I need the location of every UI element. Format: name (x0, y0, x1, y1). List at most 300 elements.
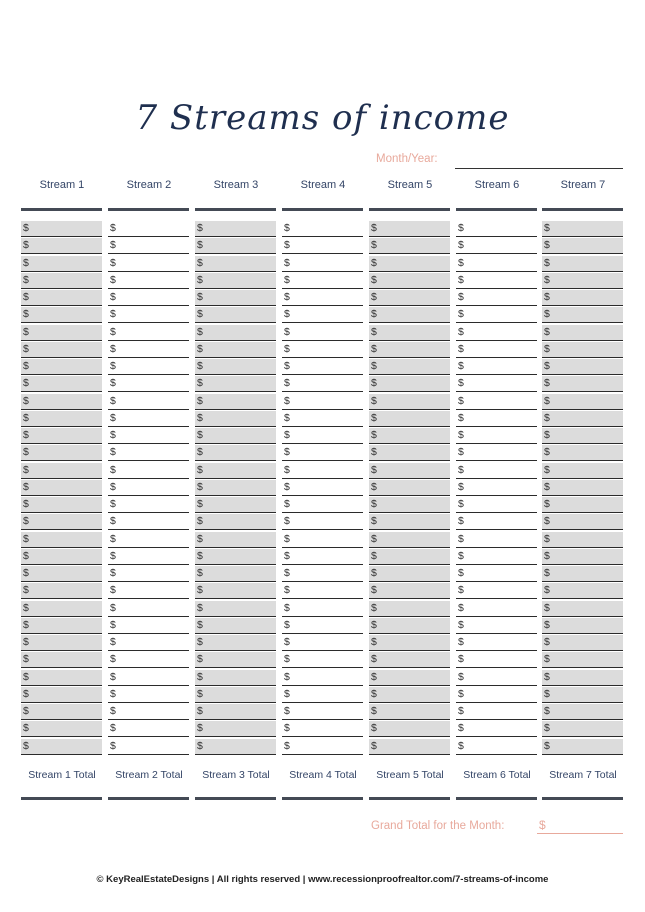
amount-cell[interactable] (195, 549, 276, 565)
amount-cell[interactable] (282, 532, 363, 548)
amount-cell[interactable] (542, 325, 623, 341)
amount-cell[interactable] (21, 325, 102, 341)
currency-symbol: $ (23, 291, 29, 303)
amount-cell[interactable] (542, 704, 623, 720)
amount-cell[interactable] (108, 238, 189, 254)
amount-cell[interactable] (108, 307, 189, 323)
currency-symbol: $ (23, 325, 29, 338)
currency-symbol: $ (371, 411, 377, 424)
amount-cell[interactable] (108, 256, 189, 272)
currency-symbol: $ (458, 222, 464, 234)
amount-cell[interactable] (456, 342, 537, 358)
amount-cell[interactable] (456, 739, 537, 755)
amount-cell[interactable] (195, 514, 276, 530)
currency-symbol: $ (458, 670, 464, 683)
amount-cell[interactable] (195, 325, 276, 341)
amount-cell[interactable] (21, 549, 102, 565)
amount-cell[interactable] (21, 428, 102, 444)
amount-cell[interactable] (369, 635, 450, 651)
currency-symbol: $ (544, 584, 550, 597)
amount-cell[interactable] (282, 670, 363, 686)
total-divider (195, 797, 276, 800)
amount-cell[interactable] (456, 497, 537, 513)
currency-symbol: $ (371, 291, 377, 303)
amount-cell[interactable] (542, 601, 623, 617)
currency-symbol: $ (544, 273, 550, 286)
amount-cell[interactable] (108, 411, 189, 427)
amount-cell[interactable] (282, 290, 363, 306)
amount-cell[interactable] (21, 445, 102, 461)
total-divider (369, 797, 450, 800)
amount-cell[interactable] (456, 532, 537, 548)
currency-symbol: $ (458, 394, 464, 407)
currency-symbol: $ (371, 342, 377, 355)
currency-symbol: $ (23, 567, 29, 579)
amount-cell[interactable] (195, 704, 276, 720)
amount-cell[interactable] (282, 704, 363, 720)
amount-cell[interactable] (195, 670, 276, 686)
amount-cell[interactable] (456, 721, 537, 737)
amount-cell[interactable] (369, 480, 450, 496)
amount-cell[interactable] (195, 463, 276, 479)
header-divider (195, 208, 276, 211)
amount-cell[interactable] (282, 463, 363, 479)
amount-cell[interactable] (542, 532, 623, 548)
amount-cell[interactable] (369, 376, 450, 392)
amount-cell[interactable] (369, 687, 450, 703)
currency-symbol: $ (110, 532, 116, 545)
amount-cell[interactable] (108, 290, 189, 306)
amount-cell[interactable] (542, 428, 623, 444)
amount-cell[interactable] (542, 359, 623, 375)
currency-symbol: $ (197, 480, 203, 493)
currency-symbol: $ (458, 515, 464, 528)
amount-cell[interactable] (369, 428, 450, 444)
amount-cell[interactable] (21, 394, 102, 410)
amount-cell[interactable] (456, 704, 537, 720)
amount-cell[interactable] (21, 566, 102, 582)
amount-cell[interactable] (108, 721, 189, 737)
amount-cell[interactable] (21, 583, 102, 599)
amount-cell[interactable] (108, 445, 189, 461)
amount-cell[interactable] (21, 670, 102, 686)
amount-cell[interactable] (108, 670, 189, 686)
amount-cell[interactable] (21, 411, 102, 427)
amount-cell[interactable] (282, 583, 363, 599)
amount-cell[interactable] (21, 290, 102, 306)
amount-cell[interactable] (542, 497, 623, 513)
amount-cell[interactable] (542, 480, 623, 496)
amount-cell[interactable] (282, 273, 363, 289)
currency-symbol: $ (284, 411, 290, 424)
amount-cell[interactable] (542, 290, 623, 306)
amount-cell[interactable] (108, 394, 189, 410)
amount-cell[interactable] (282, 411, 363, 427)
currency-symbol: $ (544, 739, 550, 752)
stream-total-label-1: Stream 1 Total (28, 769, 96, 781)
amount-cell[interactable] (21, 652, 102, 668)
page-title: 7 Streams of income (135, 98, 510, 138)
amount-cell[interactable] (542, 342, 623, 358)
amount-cell[interactable] (282, 342, 363, 358)
amount-cell[interactable] (21, 704, 102, 720)
amount-cell[interactable] (282, 428, 363, 444)
amount-cell[interactable] (542, 394, 623, 410)
amount-cell[interactable] (21, 463, 102, 479)
currency-symbol: $ (197, 549, 203, 562)
currency-symbol: $ (284, 618, 290, 631)
currency-symbol: $ (110, 480, 116, 493)
amount-cell[interactable] (282, 238, 363, 254)
amount-cell[interactable] (369, 359, 450, 375)
amount-cell[interactable] (542, 566, 623, 582)
currency-symbol: $ (284, 222, 290, 234)
amount-cell[interactable] (108, 601, 189, 617)
currency-symbol: $ (284, 722, 290, 735)
amount-cell[interactable] (21, 497, 102, 513)
amount-cell[interactable] (369, 221, 450, 237)
amount-cell[interactable] (108, 342, 189, 358)
amount-cell[interactable] (108, 359, 189, 375)
amount-cell[interactable] (369, 497, 450, 513)
amount-cell[interactable] (21, 532, 102, 548)
amount-cell[interactable] (195, 394, 276, 410)
amount-cell[interactable] (108, 497, 189, 513)
amount-cell[interactable] (108, 376, 189, 392)
amount-cell[interactable] (369, 739, 450, 755)
amount-cell[interactable] (369, 670, 450, 686)
amount-cell[interactable] (542, 583, 623, 599)
amount-cell[interactable] (21, 687, 102, 703)
amount-cell[interactable] (456, 601, 537, 617)
amount-cell[interactable] (21, 221, 102, 237)
currency-symbol: $ (544, 670, 550, 683)
currency-symbol: $ (23, 446, 29, 459)
amount-cell[interactable] (456, 307, 537, 323)
currency-symbol: $ (23, 394, 29, 407)
currency-symbol: $ (544, 446, 550, 459)
column-header-stream-1: Stream 1 (39, 179, 85, 191)
amount-cell[interactable] (542, 221, 623, 237)
amount-cell[interactable] (369, 394, 450, 410)
currency-symbol: $ (197, 394, 203, 407)
amount-cell[interactable] (282, 635, 363, 651)
amount-cell[interactable] (369, 566, 450, 582)
amount-cell[interactable] (21, 514, 102, 530)
column-header-stream-2: Stream 2 (126, 179, 172, 191)
amount-cell[interactable] (369, 652, 450, 668)
amount-cell[interactable] (195, 359, 276, 375)
amount-cell[interactable] (21, 601, 102, 617)
amount-cell[interactable] (542, 445, 623, 461)
currency-symbol: $ (544, 325, 550, 338)
amount-cell[interactable] (456, 687, 537, 703)
amount-cell[interactable] (369, 307, 450, 323)
amount-cell[interactable] (108, 325, 189, 341)
currency-symbol: $ (110, 360, 116, 372)
amount-cell[interactable] (456, 583, 537, 599)
currency-symbol: $ (110, 739, 116, 752)
amount-cell[interactable] (456, 670, 537, 686)
amount-cell[interactable] (108, 428, 189, 444)
amount-cell[interactable] (456, 238, 537, 254)
amount-cell[interactable] (456, 445, 537, 461)
amount-cell[interactable] (195, 428, 276, 444)
amount-cell[interactable] (108, 687, 189, 703)
amount-cell[interactable] (195, 739, 276, 755)
amount-cell[interactable] (542, 670, 623, 686)
amount-cell[interactable] (542, 376, 623, 392)
amount-cell[interactable] (456, 290, 537, 306)
currency-symbol: $ (544, 308, 550, 321)
amount-cell[interactable] (195, 445, 276, 461)
amount-cell[interactable] (282, 394, 363, 410)
amount-cell[interactable] (369, 721, 450, 737)
amount-cell[interactable] (369, 445, 450, 461)
amount-cell[interactable] (21, 721, 102, 737)
amount-cell[interactable] (195, 652, 276, 668)
amount-cell[interactable] (456, 221, 537, 237)
amount-cell[interactable] (456, 652, 537, 668)
amount-cell[interactable] (282, 652, 363, 668)
amount-cell[interactable] (108, 532, 189, 548)
amount-cell[interactable] (108, 549, 189, 565)
stream-total-label-3: Stream 3 Total (202, 769, 270, 781)
amount-cell[interactable] (21, 307, 102, 323)
amount-cell[interactable] (369, 411, 450, 427)
amount-cell[interactable] (21, 359, 102, 375)
amount-cell[interactable] (195, 221, 276, 237)
amount-cell[interactable] (108, 480, 189, 496)
currency-symbol: $ (110, 342, 116, 355)
currency-symbol: $ (371, 739, 377, 752)
amount-cell[interactable] (21, 376, 102, 392)
amount-cell[interactable] (542, 514, 623, 530)
currency-symbol: $ (544, 360, 550, 372)
currency-symbol: $ (458, 722, 464, 735)
amount-cell[interactable] (542, 273, 623, 289)
currency-symbol: $ (544, 653, 550, 666)
amount-cell[interactable] (195, 307, 276, 323)
currency-symbol: $ (110, 273, 116, 286)
currency-symbol: $ (284, 705, 290, 717)
currency-symbol: $ (371, 360, 377, 372)
amount-cell[interactable] (369, 618, 450, 634)
grand-total-field[interactable]: $ (537, 818, 623, 834)
currency-symbol: $ (284, 273, 290, 286)
amount-cell[interactable] (282, 566, 363, 582)
month-year-field[interactable] (455, 168, 623, 169)
amount-cell[interactable] (282, 549, 363, 565)
amount-cell[interactable] (108, 463, 189, 479)
amount-cell[interactable] (542, 411, 623, 427)
amount-cell[interactable] (456, 566, 537, 582)
amount-cell[interactable] (542, 652, 623, 668)
amount-cell[interactable] (282, 601, 363, 617)
amount-cell[interactable] (21, 739, 102, 755)
amount-cell[interactable] (369, 342, 450, 358)
amount-cell[interactable] (456, 273, 537, 289)
amount-cell[interactable] (456, 394, 537, 410)
currency-symbol: $ (110, 498, 116, 510)
amount-cell[interactable] (195, 566, 276, 582)
currency-symbol: $ (197, 429, 203, 441)
amount-cell[interactable] (456, 463, 537, 479)
currency-symbol: $ (110, 394, 116, 407)
amount-cell[interactable] (369, 583, 450, 599)
amount-cell[interactable] (542, 463, 623, 479)
amount-cell[interactable] (456, 376, 537, 392)
amount-cell[interactable] (282, 221, 363, 237)
amount-cell[interactable] (108, 514, 189, 530)
currency-symbol: $ (23, 722, 29, 735)
amount-cell[interactable] (21, 618, 102, 634)
amount-cell[interactable] (195, 635, 276, 651)
amount-cell[interactable] (542, 549, 623, 565)
amount-cell[interactable] (282, 359, 363, 375)
amount-cell[interactable] (195, 583, 276, 599)
amount-cell[interactable] (282, 497, 363, 513)
amount-cell[interactable] (456, 256, 537, 272)
month-year-label: Month/Year: (376, 153, 438, 165)
currency-symbol: $ (458, 567, 464, 579)
currency-symbol: $ (458, 291, 464, 303)
amount-cell[interactable] (369, 325, 450, 341)
amount-cell[interactable] (369, 549, 450, 565)
currency-symbol: $ (544, 239, 550, 252)
amount-cell[interactable] (456, 514, 537, 530)
amount-cell[interactable] (369, 514, 450, 530)
currency-symbol: $ (544, 687, 550, 700)
amount-cell[interactable] (195, 238, 276, 254)
amount-cell[interactable] (108, 273, 189, 289)
amount-cell[interactable] (456, 618, 537, 634)
amount-cell[interactable] (369, 273, 450, 289)
currency-symbol: $ (23, 636, 29, 648)
amount-cell[interactable] (542, 307, 623, 323)
amount-cell[interactable] (195, 256, 276, 272)
amount-cell[interactable] (369, 290, 450, 306)
currency-symbol: $ (371, 515, 377, 528)
currency-symbol: $ (197, 567, 203, 579)
amount-cell[interactable] (195, 342, 276, 358)
currency-symbol: $ (197, 325, 203, 338)
currency-symbol: $ (110, 325, 116, 338)
currency-symbol: $ (284, 360, 290, 372)
currency-symbol: $ (284, 429, 290, 441)
amount-cell[interactable] (21, 273, 102, 289)
amount-cell[interactable] (542, 256, 623, 272)
amount-cell[interactable] (282, 739, 363, 755)
amount-cell[interactable] (456, 359, 537, 375)
amount-cell[interactable] (542, 238, 623, 254)
amount-cell[interactable] (21, 238, 102, 254)
amount-cell[interactable] (456, 549, 537, 565)
amount-cell[interactable] (282, 480, 363, 496)
stream-total-label-6: Stream 6 Total (463, 769, 531, 781)
amount-cell[interactable] (282, 618, 363, 634)
amount-cell[interactable] (108, 635, 189, 651)
currency-symbol: $ (458, 308, 464, 321)
currency-symbol: $ (197, 705, 203, 717)
amount-cell[interactable] (542, 635, 623, 651)
amount-cell[interactable] (282, 307, 363, 323)
amount-cell[interactable] (542, 687, 623, 703)
amount-cell[interactable] (456, 635, 537, 651)
amount-cell[interactable] (369, 463, 450, 479)
currency-symbol: $ (284, 480, 290, 493)
amount-cell[interactable] (108, 739, 189, 755)
amount-cell[interactable] (282, 721, 363, 737)
amount-cell[interactable] (542, 721, 623, 737)
amount-cell[interactable] (282, 514, 363, 530)
amount-cell[interactable] (21, 480, 102, 496)
currency-symbol: $ (371, 429, 377, 441)
amount-cell[interactable] (456, 411, 537, 427)
amount-cell[interactable] (108, 704, 189, 720)
amount-cell[interactable] (21, 635, 102, 651)
amount-cell[interactable] (369, 238, 450, 254)
amount-cell[interactable] (282, 687, 363, 703)
currency-symbol: $ (458, 532, 464, 545)
amount-cell[interactable] (195, 411, 276, 427)
amount-cell[interactable] (282, 325, 363, 341)
amount-cell[interactable] (195, 290, 276, 306)
amount-cell[interactable] (108, 583, 189, 599)
amount-cell[interactable] (282, 256, 363, 272)
amount-cell[interactable] (195, 480, 276, 496)
amount-cell[interactable] (108, 652, 189, 668)
amount-cell[interactable] (108, 618, 189, 634)
amount-cell[interactable] (369, 601, 450, 617)
amount-cell[interactable] (282, 376, 363, 392)
total-divider (21, 797, 102, 800)
currency-symbol: $ (110, 377, 116, 390)
amount-cell[interactable] (369, 256, 450, 272)
currency-symbol: $ (371, 463, 377, 476)
amount-cell[interactable] (195, 618, 276, 634)
amount-cell[interactable] (108, 221, 189, 237)
currency-symbol: $ (197, 515, 203, 528)
amount-cell[interactable] (456, 325, 537, 341)
currency-symbol: $ (544, 601, 550, 614)
amount-cell[interactable] (195, 601, 276, 617)
amount-cell[interactable] (542, 618, 623, 634)
amount-cell[interactable] (21, 256, 102, 272)
amount-cell[interactable] (456, 480, 537, 496)
amount-cell[interactable] (195, 376, 276, 392)
currency-symbol: $ (544, 636, 550, 648)
currency-symbol: $ (458, 739, 464, 752)
amount-cell[interactable] (195, 721, 276, 737)
currency-symbol: $ (371, 377, 377, 390)
amount-cell[interactable] (195, 687, 276, 703)
amount-cell[interactable] (108, 566, 189, 582)
amount-cell[interactable] (369, 704, 450, 720)
header-divider (542, 208, 623, 211)
amount-cell[interactable] (195, 273, 276, 289)
currency-symbol: $ (544, 429, 550, 441)
amount-cell[interactable] (369, 532, 450, 548)
currency-symbol: $ (458, 325, 464, 338)
amount-cell[interactable] (195, 532, 276, 548)
amount-cell[interactable] (542, 739, 623, 755)
amount-cell[interactable] (456, 428, 537, 444)
amount-cell[interactable] (195, 497, 276, 513)
currency-symbol: $ (371, 567, 377, 579)
amount-cell[interactable] (21, 342, 102, 358)
amount-cell[interactable] (282, 445, 363, 461)
